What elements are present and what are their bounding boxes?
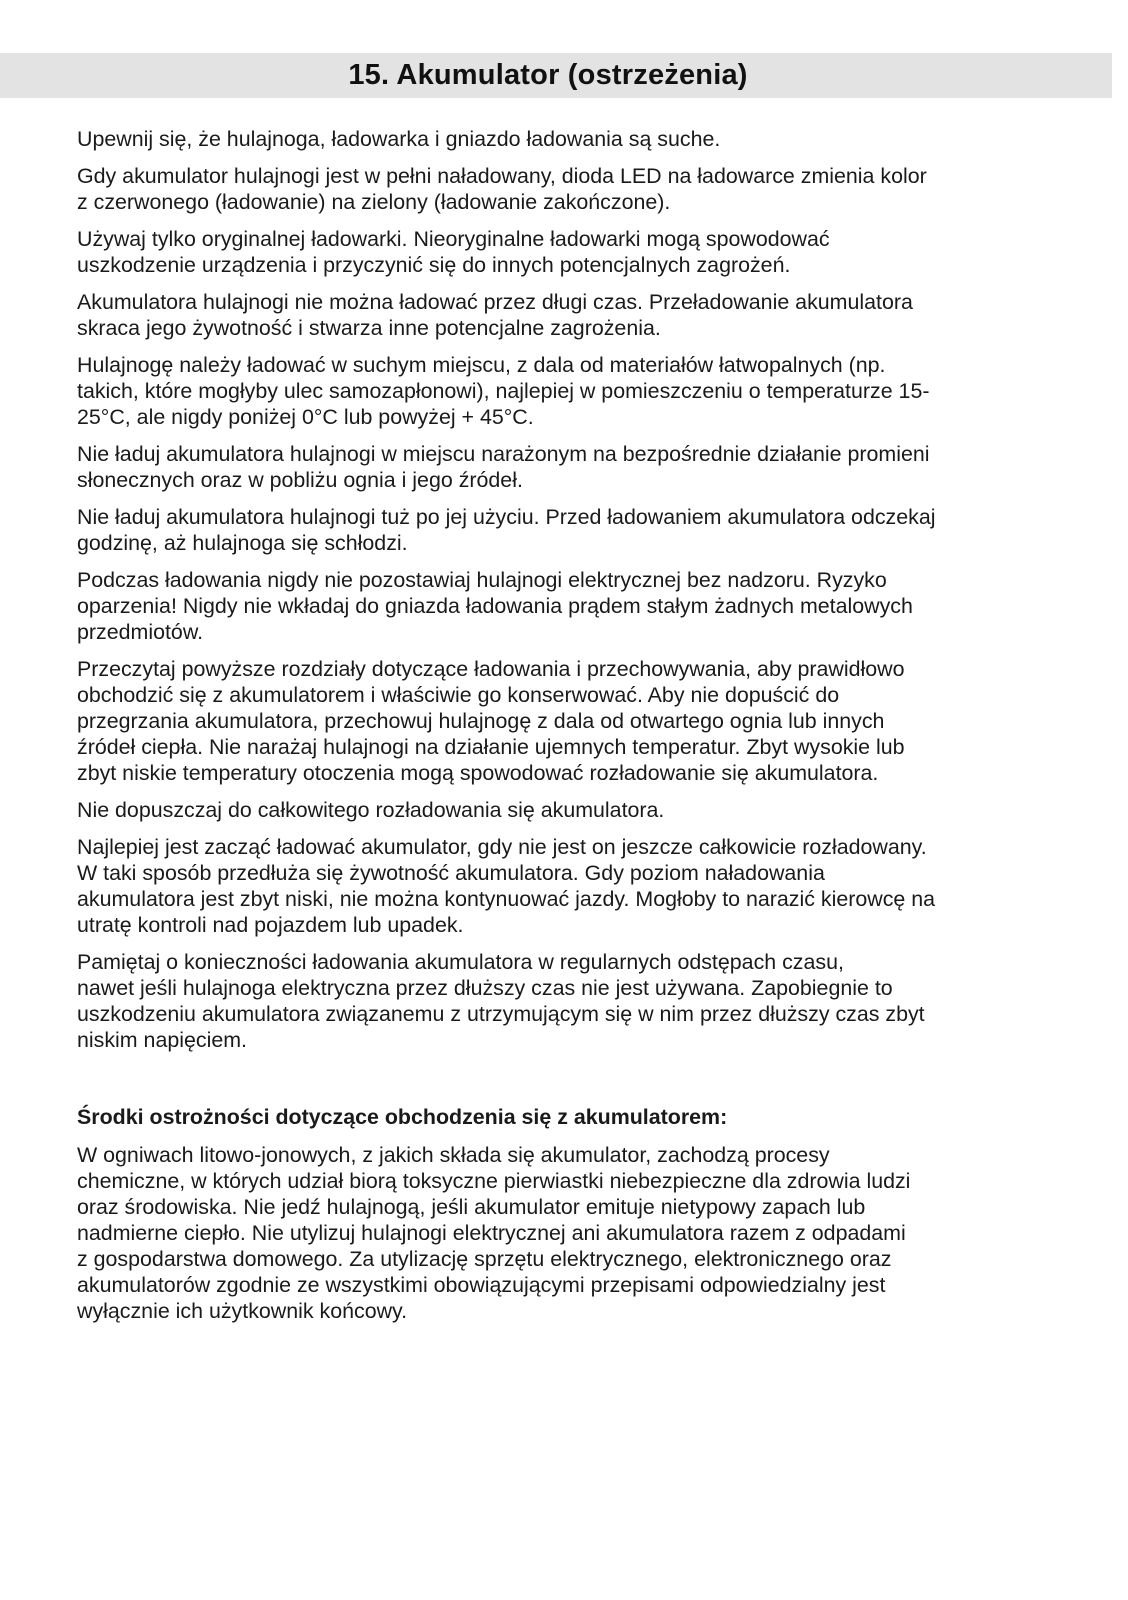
paragraph-led-indicator: Gdy akumulator hulajnogi jest w pełni naładowany, dioda LED na ładowarce zmienia kolor z czerwonego (ładowanie) na zielony (ładowanie zakończone).	[77, 164, 927, 214]
paragraph-dry-check: Upewnij się, że hulajnoga, ładowarka i gniazdo ładowania są suche.	[77, 127, 721, 151]
paragraph-charge-early: Najlepiej jest zacząć ładować akumulator, gdy nie jest on jeszcze całkowicie rozładowany. W taki sposób przedłuża się żywotność akumulatora. Gdy poziom naładowania akumulatora jest zbyt niski, nie można kontynuować jazdy. Mogłoby to narazić kierowcę na utratę kontroli nad pojazdem lub upadek.	[77, 835, 936, 937]
paragraph-charging-location: Hulajnogę należy ładować w suchym miejscu, z dala od materiałów łatwopalnych (np. takich, które mogłyby ulec samozapłonowi), najlepiej w pomieszczeniu o temperaturze 15- 25°C, ale nigdy poniżej 0°C lub powyżej + 45°C.	[77, 353, 930, 429]
paragraph-sunlight: Nie ładuj akumulatora hulajnogi w miejscu narażonym na bezpośrednie działanie promieni słonecznych oraz w pobliżu ognia i jego źródeł.	[77, 442, 930, 492]
section-title-bar	[0, 53, 1112, 98]
paragraph-deep-discharge: Nie dopuszczaj do całkowitego rozładowania się akumulatora.	[77, 798, 665, 822]
paragraph-supervision: Podczas ładowania nigdy nie pozostawiaj hulajnogi elektrycznej bez nadzoru. Ryzyko oparzenia! Nigdy nie wkładaj do gniazda ładowania prądem stałym żadnych metalowych przedmiotów.	[77, 568, 913, 644]
subsection-heading: Środki ostrożności dotyczące obchodzenia się z akumulatorem:	[77, 1105, 728, 1129]
paragraph-regular-charging: Pamiętaj o konieczności ładowania akumulatora w regularnych odstępach czasu, nawet jeśli hulajnoga elektryczna przez dłuższy czas nie jest używana. Zapobiegnie to uszkodzeniu akumulatora związanemu z utrzymującym się w nim przez dłuższy czas zbyt niskim napięciem.	[77, 950, 925, 1052]
subsection-paragraph: W ogniwach litowo-jonowych, z jakich składa się akumulator, zachodzą procesy chemiczne, w których udział biorą toksyczne pierwiastki niebezpieczne dla zdrowia ludzi oraz środowiska. Nie jedź hulajnogą, jeśli akumulator emituje nietypowy zapach lub nadmierne ciepło. Nie utylizuj hulajnogi elektrycznej ani akumulatora razem z odpadami z gospodarstwa domowego. Za utylizację sprzętu elektrycznego, elektronicznego oraz akumulatorów zgodnie ze wszystkimi obowiązującymi przepisami odpowiedzialny jest wyłącznie ich użytkownik końcowy.	[77, 1143, 911, 1323]
paragraph-overcharging: Akumulatora hulajnogi nie można ładować przez długi czas. Przeładowanie akumulatora skraca jego żywotność i stwarza inne potencjalne zagrożenia.	[77, 290, 913, 340]
paragraph-original-charger: Używaj tylko oryginalnej ładowarki. Nieoryginalne ładowarki mogą spowodować uszkodzenie urządzenia i przyczynić się do innych potencjalnych zagrożeń.	[77, 227, 830, 277]
section-title: 15. Akumulator (ostrzeżenia)	[348, 59, 748, 91]
section-body	[77, 126, 1052, 1335]
paragraph-cooldown: Nie ładuj akumulatora hulajnogi tuż po jej użyciu. Przed ładowaniem akumulatora odczekaj godzinę, aż hulajnoga się schłodzi.	[77, 505, 936, 555]
paragraph-storage: Przeczytaj powyższe rozdziały dotyczące ładowania i przechowywania, aby prawidłowo obchodzić się z akumulatorem i właściwie go konserwować. Aby nie dopuścić do przegrzania akumulatora, przechowuj hulajnogę z dala od otwartego ognia lub innych źródeł ciepła. Nie narażaj hulajnogi na działanie ujemnych temperatur. Zbyt wysokie lub zbyt niskie temperatury otoczenia mogą spowodować rozładowanie się akumulatora.	[77, 657, 905, 785]
